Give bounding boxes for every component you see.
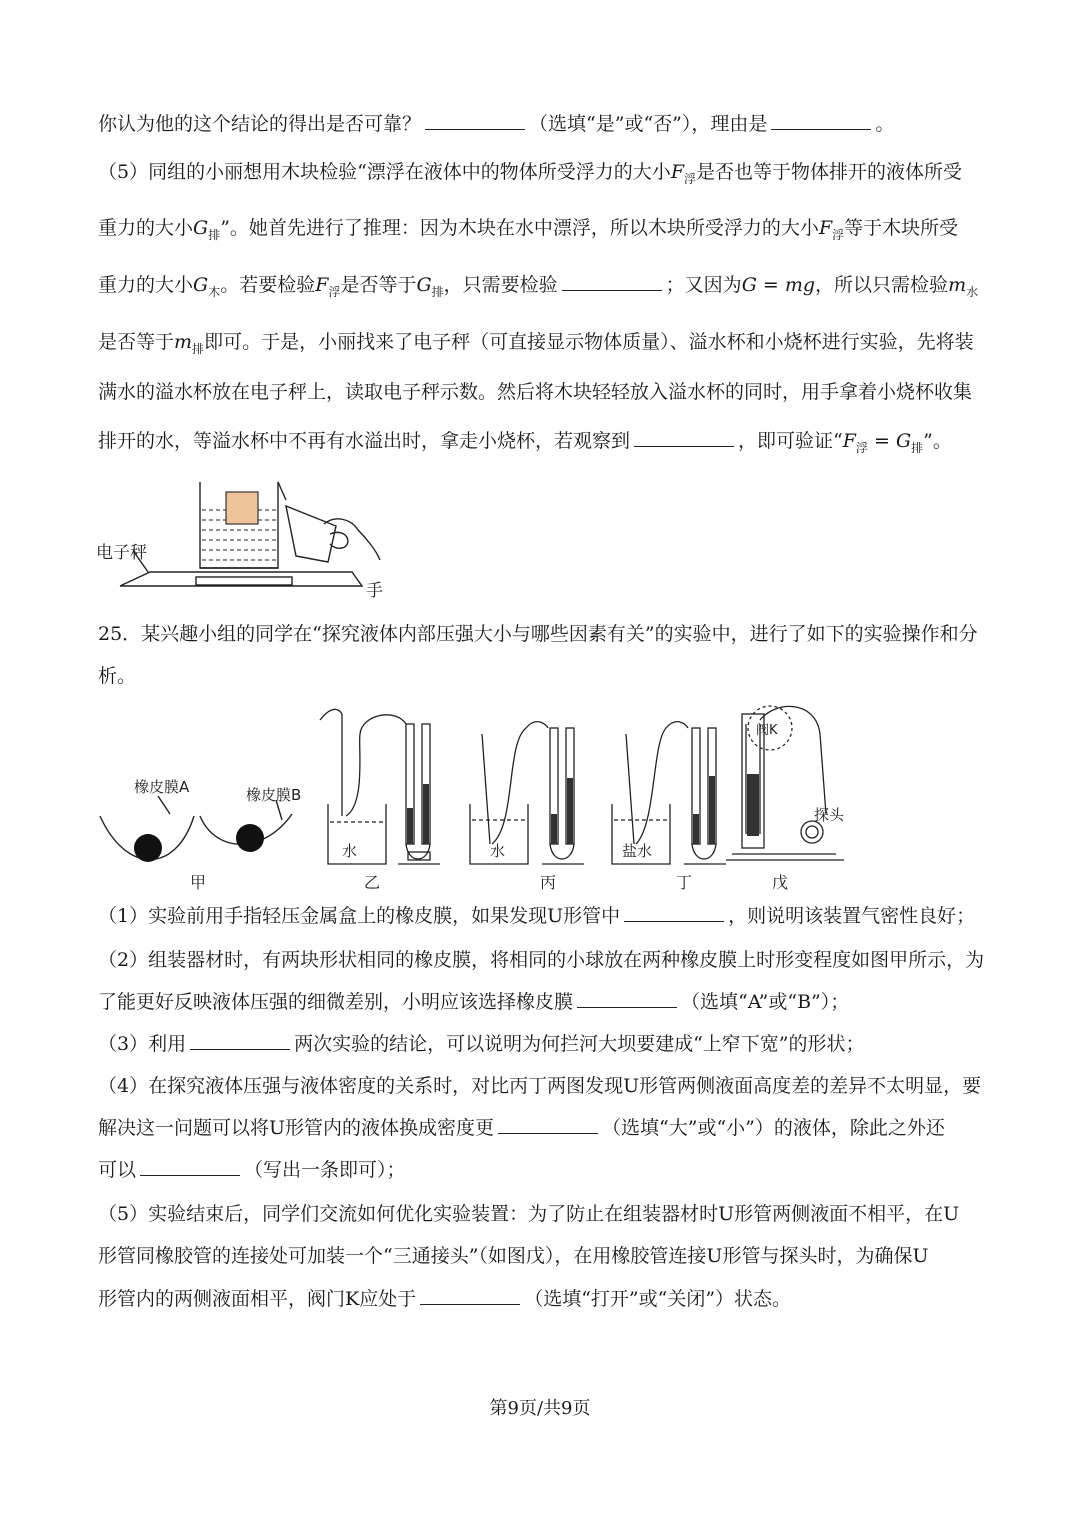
text: （选填“A”或“B”）； [681, 991, 850, 1013]
membrane-b-label: 橡皮膜B [246, 786, 302, 804]
text: 了能更好反映液体压强的细微差别，小明应该选择橡皮膜 [98, 991, 574, 1013]
text: （3）利用 [98, 1033, 187, 1055]
subscript: 浮 [832, 227, 845, 242]
q25-intro-line2: 析。 [98, 665, 137, 687]
valve-label: 阀K [756, 723, 778, 738]
scale-label: 电子秤 [96, 543, 147, 563]
answer-blank[interactable] [190, 1031, 290, 1050]
text: （1）实验前用手指轻压金属盒上的橡皮膜，如果发现U形管中 [98, 905, 621, 927]
text: 即可。于是，小丽找来了电子秤（可直接显示物体质量）、溢水杯和小烧杯进行实验，先将装 [204, 331, 974, 353]
ding-liquid-right [709, 776, 715, 844]
subscript: 浮 [855, 440, 868, 455]
text: 两次实验的结论，可以说明为何拦河大坝要建成“上窄下宽”的形状； [294, 1033, 865, 1055]
symbol: G [895, 430, 912, 452]
scale-body [120, 572, 362, 586]
symbol: F [315, 274, 329, 296]
pressure-experiment-figure [96, 704, 856, 894]
q25-s4b [98, 1114, 984, 1142]
text: ”。 [923, 430, 952, 452]
yi-liquid-right [423, 784, 429, 844]
page-footer: 第9页/共9页 [489, 1398, 591, 1419]
subscript: 排 [208, 227, 221, 242]
symbol: F [842, 430, 856, 452]
q24-part5-line6 [98, 427, 984, 462]
wood-block [226, 492, 258, 524]
q25-s3 [98, 1030, 984, 1058]
text: 。若要检验 [220, 274, 316, 296]
membrane-a-label: 橡皮膜A [134, 778, 190, 796]
subscript: 浮 [684, 171, 697, 186]
answer-blank[interactable] [771, 111, 871, 130]
subscript: 浮 [328, 284, 341, 299]
ball-b [236, 824, 264, 852]
q25-s4a: （4）在探究液体压强与液体密度的关系时，对比丙丁两图发现U形管两侧液面高度差的差异不太明显，要 [98, 1075, 982, 1097]
answer-blank[interactable] [420, 1286, 520, 1305]
text: 解决这一问题可以将U形管内的液体换成密度更 [98, 1117, 495, 1139]
formula: G = mg [741, 274, 816, 296]
subscript: 木 [208, 284, 221, 299]
yi-water-label: 水 [342, 842, 358, 860]
q24-reliability-line [98, 110, 984, 138]
text: ”。她首先进行了推理：因为木块在水中漂浮，所以木块所受浮力的大小 [220, 217, 819, 239]
bing-water-label: 水 [490, 842, 506, 860]
probe-circle [801, 821, 823, 843]
symbol: G [193, 274, 209, 296]
text: 重力的大小 [98, 274, 194, 296]
figure-jia-label: 甲 [190, 873, 207, 892]
text: ，则说明该装置气密性良好； [728, 905, 976, 927]
setup-yi [320, 709, 440, 864]
q24-part5-line5: 满水的溢水杯放在电子秤上，读取电子秤示数。然后将木块轻轻放入溢水杯的同时，用手拿着小烧杯收集 [98, 381, 973, 403]
q25-intro-line1: 25．某兴趣小组的同学在“探究液体内部压强大小与哪些因素有关”的实验中，进行了如下的实验操作和分 [98, 623, 978, 645]
symbol: G [416, 274, 432, 296]
text: 重力的大小 [98, 217, 194, 239]
yi-liquid-left [407, 808, 413, 844]
scale-display [196, 577, 292, 585]
text: 是否等于 [340, 274, 417, 296]
text: 可以 [98, 1159, 137, 1181]
ding-saltwater-label: 盐水 [622, 842, 653, 860]
text: （写出一条即可）； [244, 1159, 406, 1181]
symbol: F [670, 161, 684, 183]
subscript: 排 [911, 440, 924, 455]
symbol: F [818, 217, 833, 239]
small-beaker [286, 506, 336, 562]
text: = [867, 430, 896, 452]
symbol: m [174, 331, 193, 353]
q25-s5b: 形管同橡胶管的连接处可加装一个“三通接头”（如图戊），在用橡胶管连接U形管与探头时，为确保U [98, 1245, 929, 1267]
text: 。 [875, 113, 895, 135]
figure-yi-label: 乙 [364, 873, 381, 892]
figure-wu-label: 戊 [772, 873, 789, 892]
q25-s4c [98, 1156, 984, 1184]
q25-s2b [98, 988, 984, 1016]
setup-bing [470, 722, 584, 864]
q24-part5-line3 [98, 271, 984, 306]
text: ，即可验证“ [738, 430, 843, 452]
answer-blank[interactable] [562, 272, 662, 291]
q25-s5c [98, 1285, 984, 1313]
cup-spout [278, 482, 286, 500]
answer-blank[interactable] [634, 428, 734, 447]
figure-ding-label: 丁 [676, 873, 693, 892]
text: 排开的水，等溢水杯中不再有水溢出时，拿走小烧杯，若观察到 [98, 430, 631, 452]
hand-label: 手 [366, 581, 383, 601]
overflow-cup-figure [90, 476, 390, 606]
answer-blank[interactable] [140, 1157, 240, 1176]
wu-liquid [747, 774, 759, 836]
text: 你认为他的这个结论的得出是否可靠？ [98, 113, 422, 135]
text: （5）同组的小丽想用木块检验“漂浮在液体中的物体所受浮力的大小 [98, 161, 671, 183]
text: 是否等于 [98, 331, 175, 353]
q24-part5-line4 [98, 328, 984, 363]
figure-bing-label: 丙 [540, 873, 557, 892]
text: 是否也等于物体排开的液体所受 [696, 161, 963, 183]
q25-s5a: （5）实验结束后，同学们交流如何优化实验装置：为了防止在组装器材时U形管两侧液面不相平，在U [98, 1203, 960, 1225]
bing-liquid-right [567, 778, 573, 844]
probe-label: 探头 [814, 806, 845, 824]
text: （选填“打开”或“关闭”）状态。 [524, 1288, 792, 1310]
symbol: m [948, 274, 967, 296]
text: （选填“是”或“否”），理由是 [529, 113, 768, 135]
bing-liquid-left [551, 814, 557, 844]
text: ；又因为 [665, 274, 742, 296]
q25-s1 [98, 902, 984, 930]
q24-part5-line2 [98, 214, 984, 249]
q25-s2a: （2）组装器材时，有两块形状相同的橡皮膜，将相同的小球放在两种橡皮膜上时形变程度如图甲所示，为 [98, 949, 985, 971]
symbol: G [193, 217, 209, 239]
text: （选填“大”或“小”）的液体，除此之外还 [602, 1117, 945, 1139]
text: 等于木块所受 [844, 217, 959, 239]
answer-blank[interactable] [624, 903, 724, 922]
q24-part5-line1 [98, 158, 984, 193]
text: ，只需要检验 [443, 274, 558, 296]
subscript: 排 [192, 341, 205, 356]
ball-a [134, 834, 162, 862]
answer-blank[interactable] [498, 1115, 598, 1134]
answer-blank[interactable] [577, 989, 677, 1008]
setup-wu [726, 706, 844, 860]
subscript: 排 [431, 284, 444, 299]
ding-liquid-left [693, 814, 699, 844]
subscript: 水 [966, 284, 979, 299]
answer-blank[interactable] [425, 111, 525, 130]
text: 形管内的两侧液面相平，阀门K应处于 [98, 1288, 417, 1310]
text: ，所以只需检验 [815, 274, 949, 296]
